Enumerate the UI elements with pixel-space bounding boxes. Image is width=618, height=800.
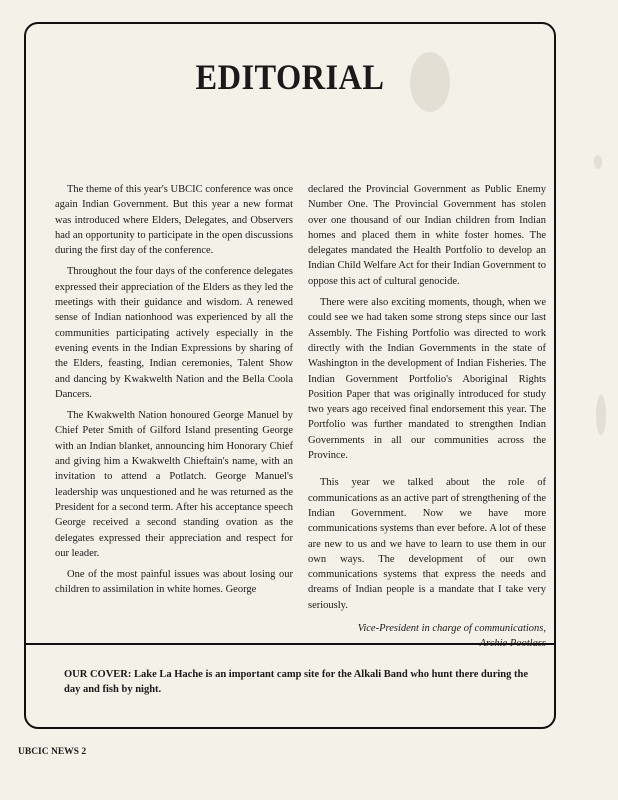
page-title: EDITORIAL (195, 57, 385, 97)
paragraph: Throughout the four days of the conference delegates expressed their appreciation of the Elders as they led the meetings with their guidance and wisdom. A renewed sense of Indian nationhood was experienced by all the communities participating actively especially in the evening events in the Indian Expressions by sharing of the Elders, feasting, Indian ceremonies, Talent Show and dancing by Kwakwelth Nation and the Bella Coola Dancers. (55, 266, 293, 400)
paper-smudge (596, 395, 606, 435)
page-footer: UBCIC NEWS 2 (18, 747, 87, 757)
paragraph: The Kwakwelth Nation honoured George Manuel by Chief Peter Smith of Gilford Island presenting George with an Indian blanket, announcing him Honorary Chief and giving him a Kwakwelth Chieftain's name, with an invitation to attend a Potlatch. George Manuel's leadership was unquestioned and he was returned as the President for a second term. After his acceptance speech George received a second standing ovation as the delegates expressed their appreciation and respect for our leader. (55, 410, 293, 559)
signature (308, 621, 546, 651)
paragraph: The theme of this year's UBCIC conference was once again Indian Government. But this year a new format was introduced where Elders, Delegates, and Observers had an opportunity to participate in the open discussions during the first day of the conference. (55, 184, 293, 257)
cover-caption: OUR COVER: Lake La Hache is an important camp site for the Alkali Band who hunt there during the day and fish by night. (64, 669, 528, 695)
paper-smudge (594, 155, 602, 169)
paragraph: One of the most painful issues was about losing our children to assimilation in white homes. George (55, 569, 293, 596)
signature-role: Vice-President in charge of communications, (357, 623, 546, 635)
left-column (55, 182, 293, 604)
right-column (308, 182, 546, 651)
paragraph: This year we talked about the role of communications as an active part of strengthening of the Indian Government. Now we have more communications systems than ever before. A lot of these are new to us and we have to learn to use them in our own ways. The development of our own communications systems that express the needs and dreams of Indian people is a mandate that I take very seriously. (308, 477, 546, 611)
paragraph: There were also exciting moments, though, when we could see we had taken some strong steps since our last Assembly. The Fishing Portfolio was directed to work directly with the Indian Governments in the state of Washington in the development of Indian Fisheries. The Indian Government Portfolio's Aboriginal Rights Position Paper that was originally introduced for study two years ago received final endorsement this year. The Portfolio was further mandated to strengthen Indian Governments in all our communities across the Province. (308, 297, 546, 462)
signature-name: Archie Pootlass (479, 638, 546, 650)
paragraph: declared the Provincial Government as Public Enemy Number One. The Provincial Government has stolen over one thousand of our Indian children from Indian homes and placed them in white foster homes. The delegates mandated the Health Portfolio to develop an Indian Child Welfare Act for their Indian Government to oppose this act of cultural genocide. (308, 184, 546, 287)
